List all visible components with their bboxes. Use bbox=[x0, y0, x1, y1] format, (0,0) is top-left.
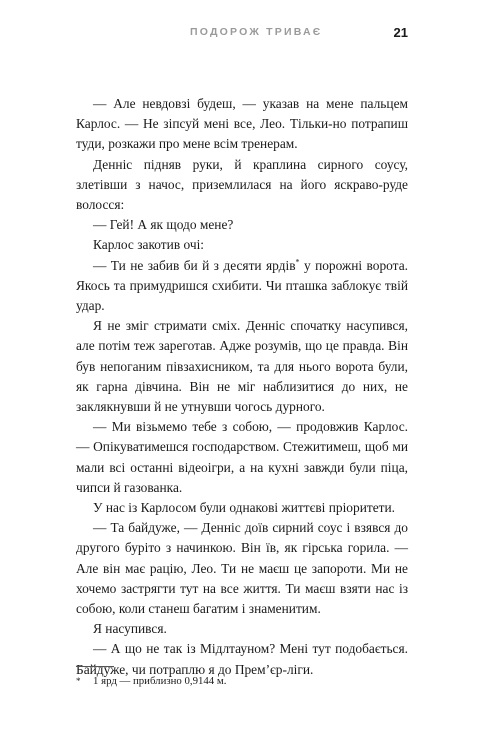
footnote-divider bbox=[76, 666, 114, 667]
body-text bbox=[76, 94, 408, 680]
page-header bbox=[0, 26, 484, 42]
footnote-ref: * bbox=[295, 257, 300, 267]
running-title: ПОДОРОЖ ТРИВАЄ bbox=[190, 26, 323, 38]
paragraph-text-continued: у порожні ворота. Якось та примудришся схибити. Чи пташка заблокує твій удар. bbox=[76, 257, 408, 314]
paragraph: Карлос закотив очі: bbox=[93, 237, 205, 253]
paragraph-text: — Ти не забив би й з десяти ярдів bbox=[93, 257, 296, 273]
paragraph: — Але невдовзі будеш, — указав на мене пальцем Карлос. — Не зіпсуй мені все, Лео. Тільки-но потрапиш туди, розкажи про мене всім тренерам. bbox=[76, 96, 408, 152]
footnote bbox=[76, 674, 408, 688]
page-number: 21 bbox=[393, 25, 408, 40]
footnote-text: 1 ярд — приблизно 0,9144 м. bbox=[93, 675, 227, 687]
paragraph: — А що не так із Мідлтауном? Мені тут подобається. Байдуже, чи потраплю я до Прем’єр-ліги. bbox=[76, 641, 408, 677]
footnote-mark: * bbox=[76, 676, 81, 686]
paragraph: Я не зміг стримати сміх. Денніс спочатку насупився, але потім теж зареготав. Адже розумів, що це правда. Він був непоганим півзахисником, та для нього ворота були, як гарна дівчина. Він не міг наблизитися до них, не заклякнувши й не утнувши чогось дурного. bbox=[76, 318, 408, 415]
paragraph: Денніс підняв руки, й краплина сирного соусу, злетівши з начос, приземлилася на його яскраво-руде волосся: bbox=[76, 156, 408, 213]
paragraph: — Та байдуже, — Денніс доїв сирний соус і взявся до другого буріто з начинкою. Він їв, як гірська горила. — Але він має рацію, Лео. Ти не маєш це запороти. Ми не хочемо застрягти тут на все життя. Ти маєш взяти нас із собою, коли станеш багатим і знаменитим. bbox=[76, 520, 408, 617]
paragraph: У нас із Карлосом були однакові життєві пріоритети. bbox=[93, 500, 396, 516]
paragraph: — Гей! А як щодо мене? bbox=[93, 217, 234, 233]
paragraph-with-footnote bbox=[76, 256, 408, 317]
paragraph: Я насупився. bbox=[93, 621, 167, 637]
paragraph: — Ми візьмемо тебе з собою, — продовжив Карлос. — Опікуватимешся господарством. Стежитимеш, щоб ми мали всі останні відеоігри, а на кухні завжди були піца, чипси й газованка. bbox=[76, 419, 408, 495]
